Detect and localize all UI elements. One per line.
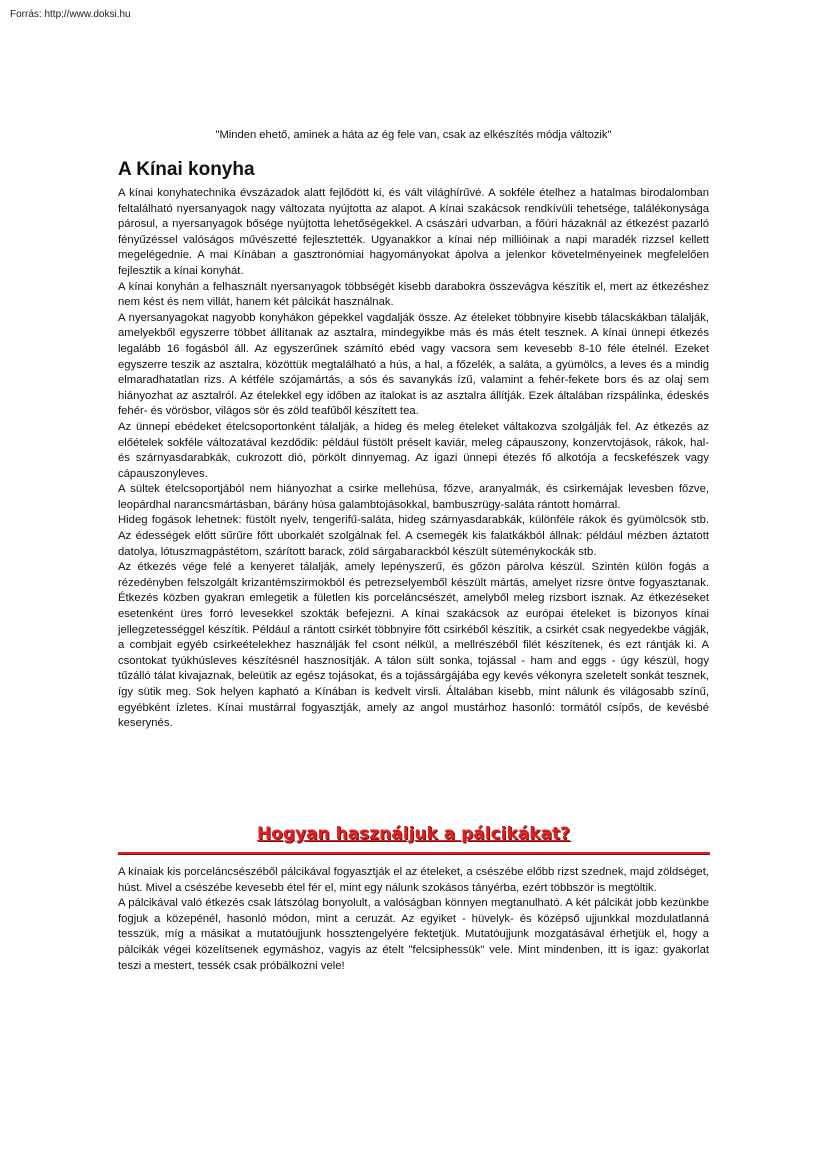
paragraph: Hideg fogások lehetnek: füstölt nyelv, tengerifű-saláta, hideg szárnyasdarabkák, különféle rákok és gyümölcsök stb. Az édességek előtt sűrűre főtt uborkalét szolgálnak fel. A csemegék kis falatkákból állnak: például mézben áztatott datolya, lótuszmagpástétom, szárított barack, zöld sárgabarackból készült süteménykockák stb. bbox=[118, 514, 709, 558]
paragraph: Az ünnepi ebédeket ételcsoportonként tálalják, a hideg és meleg ételeket váltakozva szolgálják fel. Az étkezés az előételek sokféle változatával kezdődik: például füstölt préselt kaviár, meleg cápauszony, konzervtojások, rákok, hal- és szárnyasdarabkák, cukrozott dió, pörkölt dinnyemag. Az igazi ünnepi étezés fő alkotója a fecskefészek vagy cápauszonyleves. bbox=[118, 420, 709, 480]
section-divider bbox=[118, 852, 710, 854]
paragraph: A sültek ételcsoportjából nem hiányozhat a csirke mellehúsa, főzve, aranyalmák, és csirkemájak levesben főzve, leopárdhal narancsmártásban, bárány húsa galambtojásokkal, bambuszrügy-saláta rántott homárral. bbox=[118, 483, 709, 511]
section-heading: Hogyan használjuk a pálcikákat? bbox=[256, 824, 571, 844]
page-title: A Kínai konyha bbox=[118, 159, 255, 180]
paragraph: Az étkezés vége felé a kenyeret tálalják, amely lepényszerű, és gőzön párolva készül. Szintén külön fogás a rézedényben felszolgált krizantémszirmokból és petrezselyemből készült mártás, amelyet rizsre öntve fogyasztanak. Étkezés közben gyakran emlegetik a fületlen kis porceláncsészét, amelyből meleg rizsbort isznak. Az étkezéseket esetenként üres forró levesekkel szokták befejezni. A kínai szakácsok az európai ételeket is bizonyos kínai jellegzetességgel készítik. Például a rántott csirkét többnyire főtt csirkéből készítik, a csirkét csak negyedekbe vágják, a combjait egyéb csirkeételekhez használják fel csont nélkül, a mellrészéből filét készítenek, és ezt rántják ki. A csontokat tyúkhúsleves készítésnél hasznosítják. A tálon sült sonka, tojással - ham and eggs - úgy készül, hogy tűzálló tálat kivajaznak, beleütik az egész tojásokat, és a tojássárgájába egy kevés vékonyra szeletelt sonkát tesznek, így sütik meg. Sok helyen kapható a Kínában is kedvelt virsli. Általában kisebb, mint nálunk és világosabb színű, egyébként ízletes. Kínai mustárral fogyasztják, amely az angol mustárhoz hasonló: tormától csípős, de kevésbé keserynés. bbox=[118, 561, 709, 730]
epigraph-quote: "Minden ehető, aminek a háta az ég fele van, csak az elkészítés módja változik" bbox=[215, 129, 612, 141]
paragraph: A pálcikával való étkezés csak látszólag bonyolult, a valóságban könnyen megtanulható. A két pálcikát jobb kezünkbe fogjuk a közepénél, hasonló módon, mint a ceruzát. Az egyiket - hüvelyk- és középső ujjunkkal mozdulatlanná tesszük, míg a másikat a mutatóujjunk hossztengelyére fektetjük. Mutatóujjunk mozgatásával érhetjük el, hogy a pálcikák végei közelítsenek egymáshoz, vagyis az ételt "felcsiphessük" vele. Mint mindenben, itt is igaz: gyakorlat teszi a mestert, tessék csak próbálkozni vele! bbox=[118, 897, 709, 972]
source-label: Forrás: http://www.doksi.hu bbox=[10, 9, 131, 20]
paragraph: A kínai konyhán a felhasznált nyersanyagok többségét kisebb darabokra összevágva készítik el, mert az étkezéshez nem kést és nem villát, hanem két pálcikát használnak. bbox=[118, 280, 709, 309]
paragraph: A kínaiak kis porceláncsészéből pálcikával fogyasztják el az ételeket, a csészébe előbb rizst szednek, majd zöldséget, húst. Mivel a csészébe kevesebb étel fér el, mint egy nálunk szokásos tányérba, ezért többször is megtöltik. bbox=[118, 866, 709, 894]
paragraph: A nyersanyagokat nagyobb konyhákon gépekkel vagdalják össze. Az ételeket többnyire kisebb tálacskákban tálalják, amelyekből egyszerre többet állítanak az asztalra, mindegyikbe más és más ételt tesznek. A kínai ünnepi étkezés legalább 16 fogásból áll. Az egyszerűnek számító ebéd vagy vacsora sem kevesebb 8-10 féle ételnél. Ezeket egyszerre teszik az asztalra, közöttük megtalálható a hús, a hal, a főzelék, a saláta, a gyümölcs, a leves és a mindig elmaradhatatlan rizs. A kétféle szójamártás, a sós és savanykás ízű, valamint a fehér-fekete bors és az olaj sem hiányozhat az asztalról. Az ételekkel egy időben az italokat is az asztalra állítják. Ezek általában rizspálinka, édeskés fehér- és vörösbor, világos sör és zöld teafűből készített tea. bbox=[118, 311, 709, 418]
chopstick-section-body bbox=[118, 865, 709, 974]
main-article-body bbox=[118, 186, 709, 732]
paragraph: A kínai konyhatechnika évszázadok alatt fejlődött ki, és vált világhírűvé. A sokféle ételhez a hatalmas birodalomban feltalálható nyersanyagok nagy változata nyújtotta az alapot. A kínai szakácsok rendkívüli tehetsége, találékonysága párosul, a nyersanyagok bősége nyújtotta lehetőségekkel. A császári udvarban, a főúri házaknál az étkezést pazarló fényűzéssel valóságos művészetté fejlesztették. Ugyanakkor a kínai nép millióinak a napi maradék rizzsel kellett megelégednie. A mai Kínában a gasztronómiai hagyományokat ápolva a jelenkor követelményeinek megfelelően fejlesztik a kínai konyhát. bbox=[118, 187, 709, 277]
